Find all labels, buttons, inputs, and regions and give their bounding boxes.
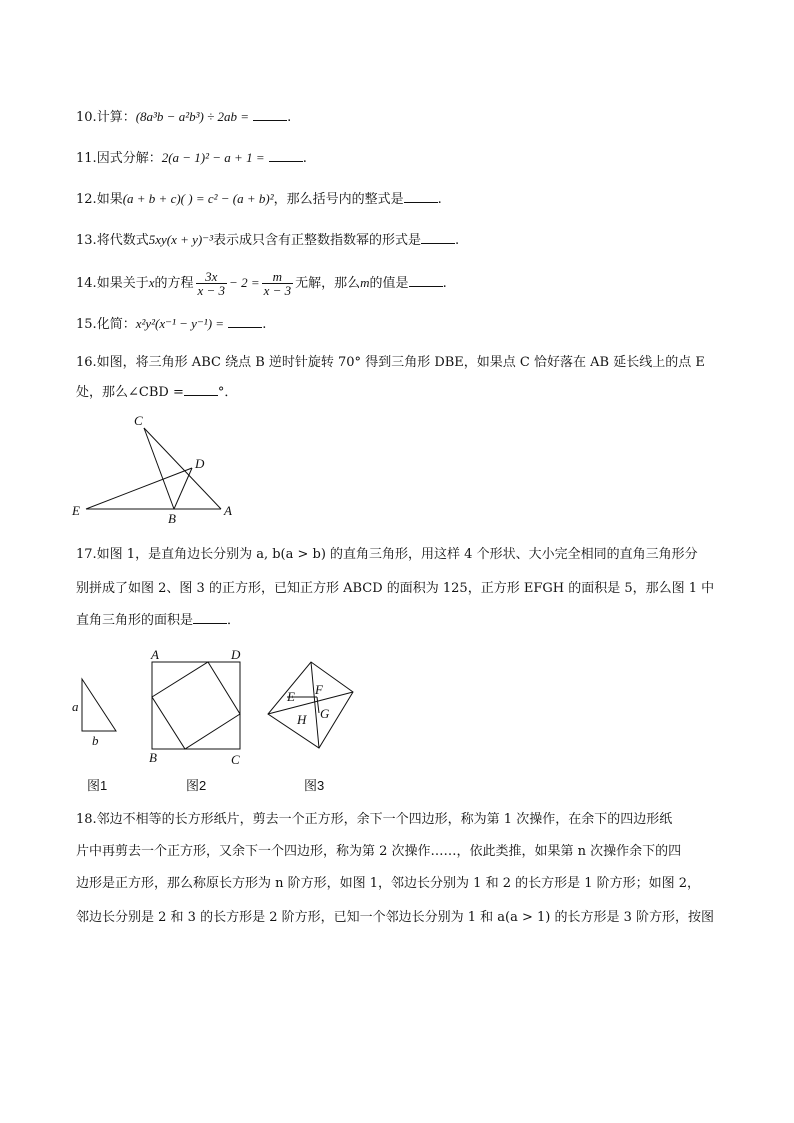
math-expression: (a + b + c)( ) = c² − (a + b)² [122, 191, 274, 206]
fig2-square-ABCD [152, 662, 240, 749]
question-17-line3 [76, 610, 724, 632]
label-A: A [151, 647, 159, 662]
q-text: 17.如图 1，是直角边长分别为 a, b(a > b) 的直角三角形，用这样 4 个形状、大小完全相同的直角三角形分 [76, 547, 698, 562]
segment-ED [86, 468, 192, 509]
q-text: 邻边长分别是 2 和 3 的长方形是 2 阶方形，已知一个邻边长分别为 1 和 a(a > 1) 的长方形是 3 阶方形，按图 [76, 910, 715, 925]
q-text: 计算： [96, 110, 136, 125]
label-C: C [134, 413, 143, 428]
q-end: . [287, 110, 292, 125]
q-end: . [455, 233, 460, 248]
q-text: 16.如图，将三角形 ABC 绕点 B 逆时针旋转 70° 得到三角形 DBE，如果点 C 恰好落在 AB 延长线上的点 E [76, 355, 705, 370]
fraction [262, 270, 294, 297]
question-15 [76, 313, 724, 336]
label-H: H [297, 712, 307, 727]
caption-fig1: 图1 [87, 778, 108, 793]
math-var: x [148, 275, 155, 290]
q-number: 15. [76, 317, 97, 332]
label-D: D [231, 647, 241, 662]
label-B: B [168, 511, 176, 526]
label-b: b [92, 733, 99, 748]
q-text: 化简： [96, 317, 136, 332]
question-18-line4 [76, 907, 724, 929]
question-18-line2 [76, 841, 724, 863]
question-16-line1 [76, 352, 724, 374]
label-E: E [287, 689, 295, 704]
q-text: 的方程 [154, 276, 194, 291]
question-17-line2 [76, 578, 724, 600]
segment-CA [144, 428, 221, 509]
segment-CB [144, 428, 174, 509]
q-end: . [302, 151, 307, 166]
label-D: D [195, 456, 205, 471]
fig3-line [268, 692, 353, 714]
question-11 [76, 147, 724, 170]
q-text: 别拼成了如图 2、图 3 的正方形，已知正方形 ABCD 的面积为 125，正方形 EFGH 的面积是 5，那么图 1 中 [76, 581, 715, 596]
math-expression: (8a³b − a²b³) ÷ 2ab = [135, 109, 249, 124]
math-expression: 2(a − 1)² − a + 1 = [161, 150, 265, 165]
math-expression: − 2 = [229, 275, 260, 290]
fig3-outer-square [268, 662, 353, 748]
fraction [196, 270, 228, 297]
caption-fig2: 图2 [186, 778, 207, 793]
segment-DB [174, 468, 192, 509]
q-text: 将代数式 [96, 233, 149, 248]
q-number: 12. [76, 192, 97, 207]
answer-blank [228, 315, 262, 328]
label-E: E [72, 503, 80, 518]
q-text: 如果 [96, 192, 123, 207]
question-10 [76, 106, 724, 129]
label-a: a [72, 699, 79, 714]
answer-blank [421, 231, 455, 244]
question-18-line1 [76, 809, 724, 831]
label-F: F [315, 682, 323, 697]
q-end: . [262, 317, 267, 332]
math-expression: x²y²(x⁻¹ − y⁻¹) = [135, 316, 225, 331]
question-13 [76, 229, 724, 252]
question-18-line3 [76, 873, 724, 895]
q-end: ． [227, 613, 241, 628]
fig2-inner-square [152, 662, 240, 749]
question-14 [76, 268, 724, 299]
math-var: m [360, 275, 370, 290]
q-number: 11. [76, 151, 97, 166]
answer-blank [269, 149, 303, 162]
answer-blank [404, 190, 438, 203]
q-end: . [442, 276, 447, 291]
q-end: °． [217, 385, 238, 400]
fraction-numerator: 3x [196, 270, 228, 284]
fraction-numerator: m [262, 270, 294, 284]
answer-blank [193, 611, 227, 624]
fig1-right-triangle [82, 679, 116, 731]
q-text: 直角三角形的面积是 [76, 613, 194, 628]
caption-fig3: 图3 [304, 778, 325, 793]
fraction-denominator: x − 3 [263, 283, 292, 298]
label-G: G [320, 706, 330, 721]
q-text: 18.邻边不相等的长方形纸片，剪去一个正方形，余下一个四边形，称为第 1 次操作，在余下的四边形纸 [76, 812, 673, 827]
fig3-line [317, 697, 319, 713]
q-text: 处，那么∠CBD = [76, 385, 184, 400]
label-B: B [149, 750, 157, 765]
q-text: 如果关于 [96, 276, 149, 291]
q-text: 边形是正方形，那么称原长方形为 n 阶方形，如图 1，邻边长分别为 1 和 2 的长方形是 1 阶方形；如图 2， [76, 876, 701, 891]
question-17-line1 [76, 544, 724, 566]
q-text: 的值是 [369, 276, 409, 291]
q-number: 10. [76, 110, 97, 125]
answer-blank [409, 274, 443, 287]
q-text: 因式分解： [96, 151, 162, 166]
question-12 [76, 188, 724, 211]
label-C: C [231, 752, 240, 767]
label-A: A [224, 503, 232, 518]
fraction-denominator: x − 3 [197, 283, 226, 298]
q-text: 片中再剪去一个正方形，又余下一个四边形，称为第 2 次操作……，依此类推，如果第 n 次操作余下的四 [76, 844, 682, 859]
question-16-line2 [76, 382, 724, 404]
answer-blank [184, 383, 218, 396]
q-number: 14. [76, 276, 97, 291]
math-expression: 5xy(x + y)⁻³ [148, 232, 213, 247]
answer-blank [253, 108, 287, 121]
fig3-line [311, 662, 319, 748]
q-text: 无解，那么 [295, 276, 361, 291]
q-number: 13. [76, 233, 97, 248]
q-text: 表示成只含有正整数指数幂的形式是 [212, 233, 421, 248]
q-end: . [437, 192, 442, 207]
q-text: ，那么括号内的整式是 [273, 192, 404, 207]
